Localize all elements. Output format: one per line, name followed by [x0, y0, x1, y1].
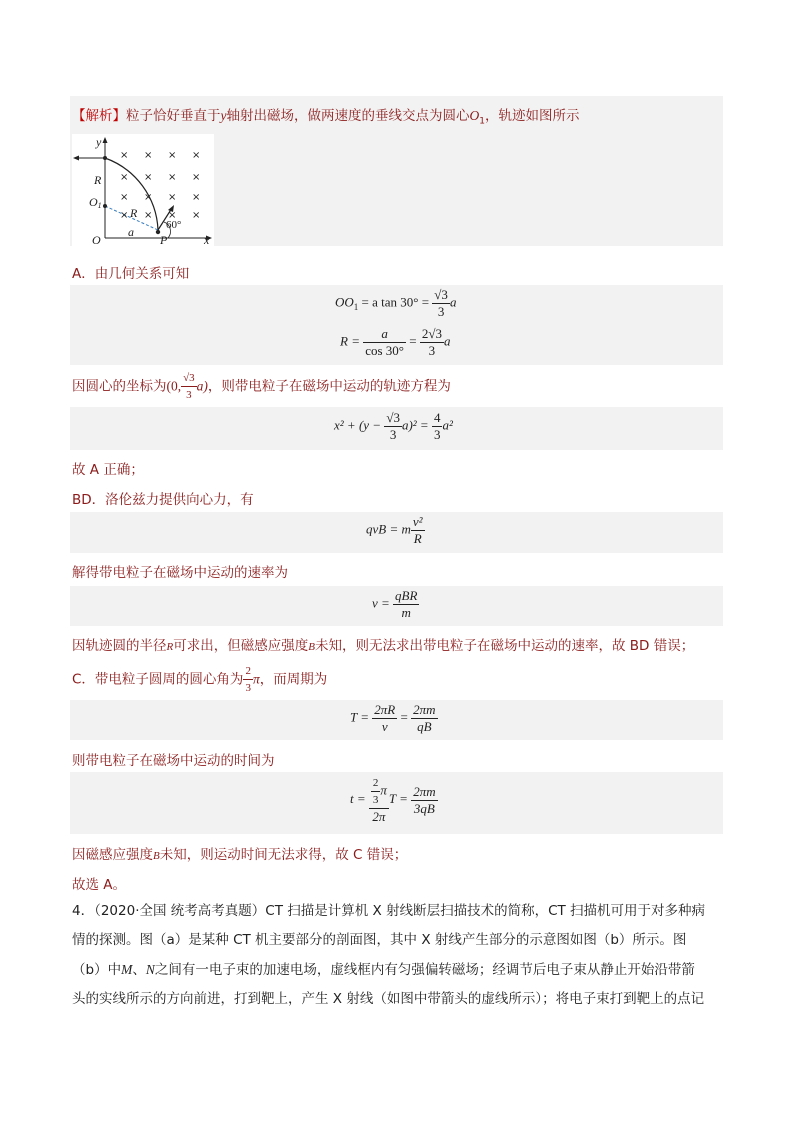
- radius-label-vertical: R: [94, 173, 102, 187]
- speed-solve-text: 解得带电粒子在磁场中运动的速率为: [72, 565, 288, 581]
- final-answer: 故选 A。: [72, 877, 127, 893]
- analysis-intro: 【解析】粒子恰好垂直于y轴射出磁场，做两速度的垂线交点为圆心$O_1$，轨迹如图所示: [72, 108, 580, 127]
- angle-label: 60°: [166, 219, 182, 231]
- eq-lorentz: qvB = m $\frac{\text{v²}}{R}$: [366, 514, 423, 546]
- x-axis-label: x: [204, 233, 210, 246]
- cross-mark: ×: [144, 192, 153, 203]
- cross-mark: ×: [168, 192, 177, 203]
- question-4-line-1: 4．（2020·全国 统考高考真题）CT 扫描是计算机 X 射线断层扫描技术的简称，CT 扫描机可用于对多种病: [72, 903, 706, 919]
- cross-mark: ×: [120, 192, 129, 203]
- cross-mark: ×: [192, 192, 201, 203]
- question-4-line-3: （b）中M、N之间有一电子束的加速电场，虚线框内有匀强偏转磁场；经调节后电子束从静止开始沿带箭: [72, 962, 695, 978]
- eq-time: t = $\frac{2}{3}$ π 2π T = $\frac{2\pi m}{3qB}$: [350, 777, 436, 824]
- part-a-conclusion: 故 A 正确；: [72, 462, 144, 478]
- trajectory-figure: [72, 134, 214, 246]
- question-4-line-2: 情的探测。图（a）是某种 CT 机主要部分的剖面图，其中 X 射线产生部分的示意图如图（b）所示。图: [72, 932, 687, 948]
- cross-mark: ×: [192, 150, 201, 161]
- cross-mark: ×: [120, 210, 129, 221]
- origin-label: O: [92, 233, 101, 246]
- cross-mark: ×: [168, 172, 177, 183]
- part-c-conclusion: 因磁感应强度B未知，则运动时间无法求得，故 C 错误；: [72, 847, 408, 863]
- center-label: O1: [89, 195, 102, 210]
- cross-mark: ×: [168, 210, 177, 221]
- eq-period: T = $\frac{2\pi R}{v}$ = $\frac{2\pi m}{qB}$: [350, 702, 436, 734]
- radius-label-dashed: R: [130, 206, 138, 220]
- eq-oo1: $OO_1 = a$ tan 30° = $\frac{√3}{3}$ a: [335, 287, 457, 319]
- cross-mark: ×: [144, 150, 153, 161]
- eq-trajectory: x² + (y − $\frac{√3}{3}$ a)² = $\frac{4}{3}$ a²: [334, 410, 453, 442]
- question-4: [72, 897, 732, 1014]
- y-axis-label: y: [96, 135, 102, 149]
- eq-speed: v = $\frac{\text{qBR}}{m}$: [372, 588, 418, 620]
- cross-mark: ×: [192, 172, 201, 183]
- time-text: 则带电粒子在磁场中运动的时间为: [72, 753, 275, 769]
- center-coordinate-text: 因圆心的坐标为(0, $\frac{√3}{3}$ a)，则带电粒子在磁场中运动的轨迹方程为: [72, 372, 451, 401]
- cross-mark: ×: [144, 172, 153, 183]
- part-c-heading: C．带电粒子圆周的圆心角为 $\frac{2}{3}$ π，而周期为: [72, 665, 328, 694]
- cross-mark: ×: [120, 172, 129, 183]
- cross-mark: ×: [168, 150, 177, 161]
- question-4-line-4: 头的实线所示的方向前进，打到靶上，产生 X 射线（如图中带箭头的虚线所示）；将电子束打到靶上的点记: [72, 991, 705, 1007]
- eq-radius: R = $\frac{a}{\cos 30^\circ}$ = $\frac{2√3}{3}$ a: [340, 326, 451, 358]
- cross-mark: ×: [120, 150, 129, 161]
- part-a-heading: A．由几何关系可知: [72, 266, 190, 282]
- analysis-tag: 【解析】: [72, 108, 126, 124]
- cross-mark: ×: [144, 210, 153, 221]
- cross-mark: ×: [192, 210, 201, 221]
- point-P-label: P: [160, 233, 168, 246]
- part-bd-heading: BD．洛伦兹力提供向心力，有: [72, 492, 254, 508]
- part-bd-conclusion: 因轨迹圆的半径R可求出，但磁感应强度B未知，则无法求出带电粒子在磁场中运动的速率，故 BD 错误；: [72, 638, 695, 654]
- distance-a-label: a: [128, 225, 134, 239]
